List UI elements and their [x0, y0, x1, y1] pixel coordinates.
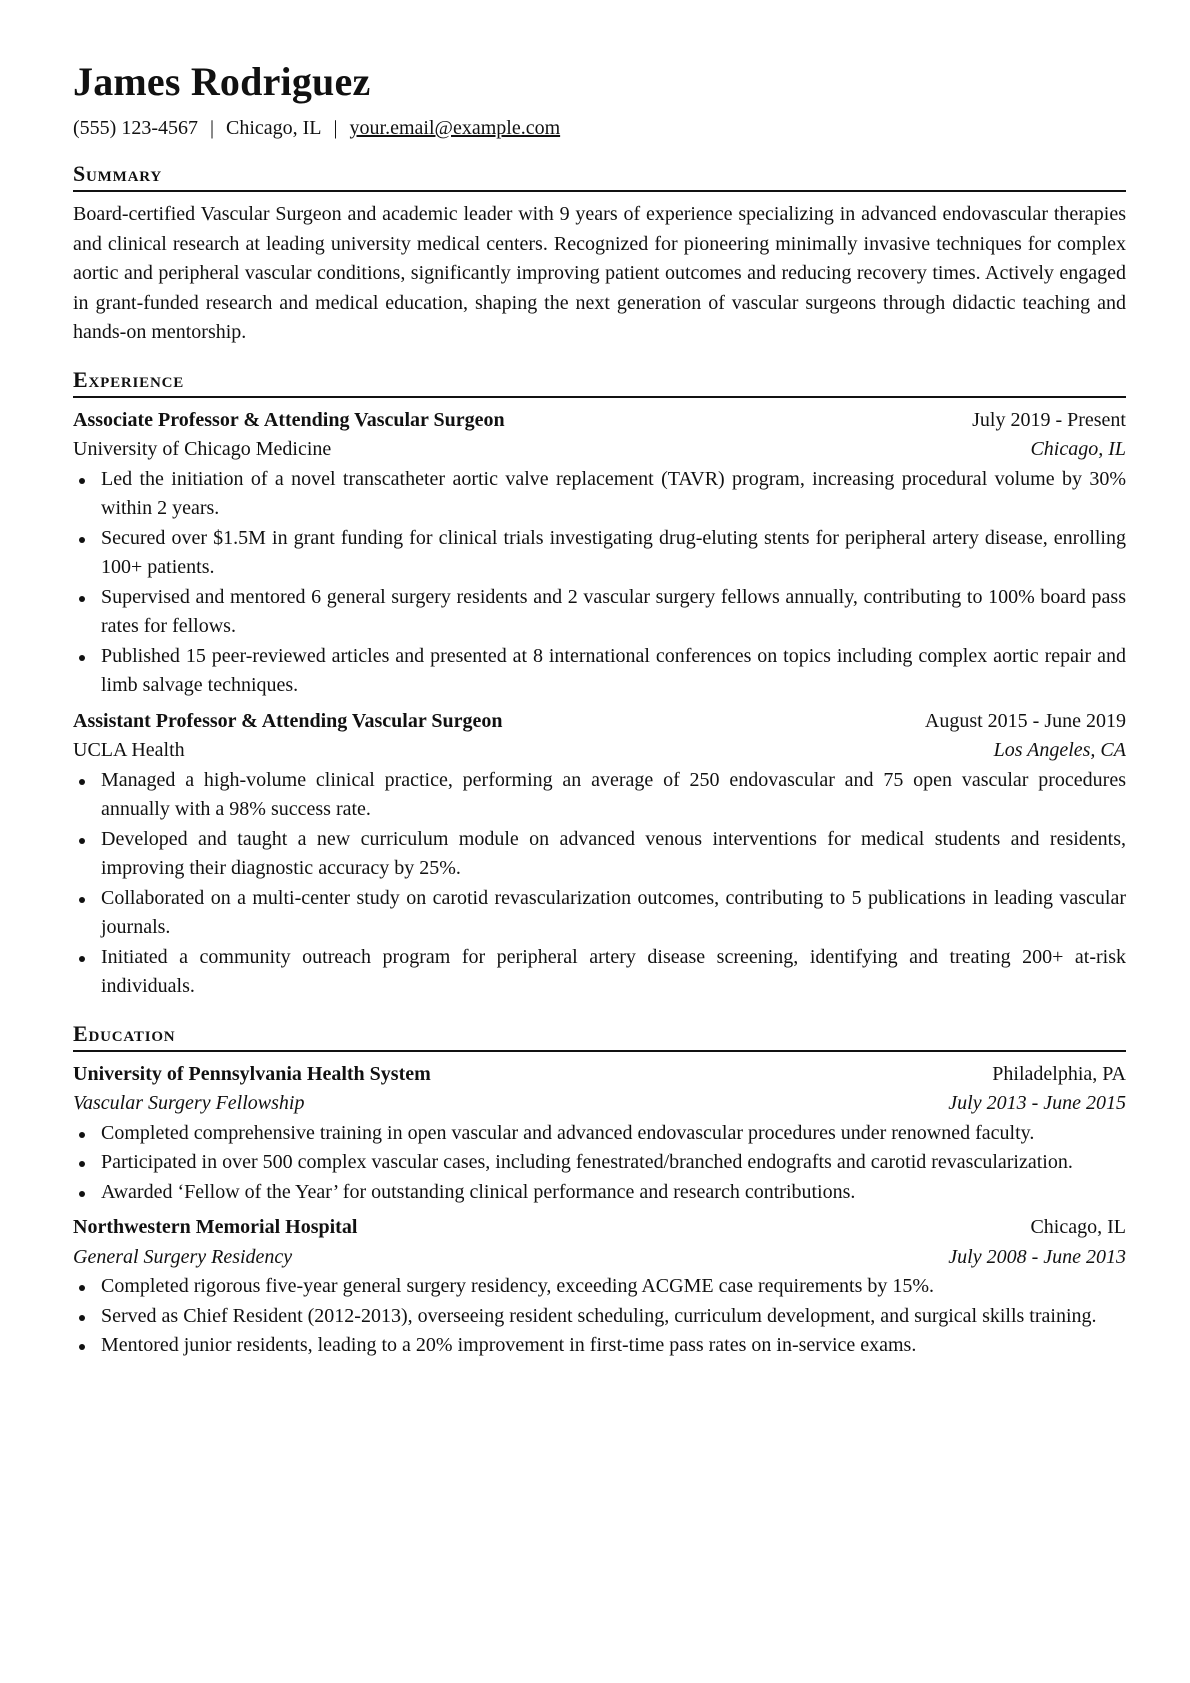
education-bullets: [73, 1119, 1126, 1208]
job-location: Chicago, IL: [1030, 438, 1126, 460]
location: Chicago, IL: [226, 117, 322, 139]
bullet-item: Secured over $1.5M in grant funding for clinical trials investigating drug-eluting stents for peripheral artery disease, enrolling 100+ patients.: [101, 524, 1126, 583]
education-bullets: [73, 1272, 1126, 1361]
program-dates: July 2008 - June 2013: [948, 1245, 1126, 1268]
summary-section: [73, 160, 1126, 348]
resume-page: [73, 58, 1126, 1367]
bullet-item: Mentored junior residents, leading to a 20% improvement in first-time pass rates on in-service exams.: [101, 1331, 1126, 1361]
education-entry: [73, 1060, 1126, 1208]
employer: University of Chicago Medicine: [73, 438, 332, 460]
section-title-experience: Experience: [73, 366, 1126, 398]
institution: Northwestern Memorial Hospital: [73, 1216, 358, 1238]
job-bullets: [73, 465, 1126, 701]
job-title: Associate Professor & Attending Vascular Surgeon: [73, 408, 505, 431]
phone-number: (555) 123-4567: [73, 117, 198, 139]
job-dates: August 2015 - June 2019: [924, 709, 1126, 732]
bullet-item: Initiated a community outreach program for peripheral artery disease screening, identifying and treating 200+ at-risk individuals.: [101, 943, 1126, 1002]
job-dates: July 2019 - Present: [972, 408, 1126, 431]
bullet-item: Developed and taught a new curriculum module on advanced venous interventions for medical students and residents, improving their diagnostic accuracy by 25%.: [101, 825, 1126, 884]
job-bullets: [73, 766, 1126, 1002]
bullet-item: Completed rigorous five-year general surgery residency, exceeding ACGME case requirements by 15%.: [101, 1272, 1126, 1302]
bullet-item: Participated in over 500 complex vascular cases, including fenestrated/branched endografts and carotid revascularization.: [101, 1148, 1126, 1178]
experience-entry: [73, 406, 1126, 701]
program: Vascular Surgery Fellowship: [73, 1092, 305, 1114]
contact-separator: |: [333, 117, 338, 139]
bullet-item: Awarded ‘Fellow of the Year’ for outstanding clinical performance and research contributions.: [101, 1178, 1126, 1208]
institution: University of Pennsylvania Health System: [73, 1062, 431, 1085]
bullet-item: Served as Chief Resident (2012-2013), overseeing resident scheduling, curriculum development, and surgical skills training.: [101, 1302, 1126, 1332]
contact-line: [73, 114, 1126, 142]
program-dates: July 2013 - June 2015: [948, 1092, 1126, 1114]
summary-text: Board-certified Vascular Surgeon and academic leader with 9 years of experience specializing in advanced endovascular therapies and clinical research at leading university medical centers. Recognized for pioneering minimally invasive techniques for complex aortic and peripheral vascular conditions, significantly improving patient outcomes and reducing recovery times. Actively engaged in grant-funded research and medical education, shaping the next generation of vascular surgeons through didactic teaching and hands-on mentorship.: [73, 203, 1126, 343]
bullet-item: Published 15 peer-reviewed articles and presented at 8 international conferences on topics including complex aortic repair and limb salvage techniques.: [101, 642, 1126, 701]
job-title: Assistant Professor & Attending Vascular Surgeon: [73, 709, 503, 732]
contact-separator: |: [209, 117, 214, 139]
email-link[interactable]: your.email@example.com: [349, 117, 561, 139]
job-location: Los Angeles, CA: [993, 739, 1126, 761]
bullet-item: Supervised and mentored 6 general surgery residents and 2 vascular surgery fellows annually, contributing to 100% board pass rates for fellows.: [101, 583, 1126, 642]
bullet-item: Managed a high-volume clinical practice, performing an average of 250 endovascular and 75 open vascular procedures annually with a 98% success rate.: [101, 766, 1126, 825]
institution-location: Chicago, IL: [1030, 1216, 1126, 1238]
experience-entry: [73, 707, 1126, 1002]
experience-section: [73, 366, 1126, 1002]
section-title-summary: Summary: [73, 160, 1126, 192]
employer: UCLA Health: [73, 739, 185, 761]
bullet-item: Led the initiation of a novel transcatheter aortic valve replacement (TAVR) program, increasing procedural volume by 30% within 2 years.: [101, 465, 1126, 524]
program: General Surgery Residency: [73, 1245, 293, 1268]
candidate-name: James Rodriguez: [73, 59, 371, 104]
institution-location: Philadelphia, PA: [992, 1062, 1126, 1085]
section-title-education: Education: [73, 1020, 1126, 1052]
education-section: [73, 1020, 1126, 1361]
bullet-item: Collaborated on a multi-center study on carotid revascularization outcomes, contributing to 5 publications in leading vascular journals.: [101, 884, 1126, 943]
education-entry: [73, 1213, 1126, 1361]
bullet-item: Completed comprehensive training in open vascular and advanced endovascular procedures under renowned faculty.: [101, 1119, 1126, 1149]
